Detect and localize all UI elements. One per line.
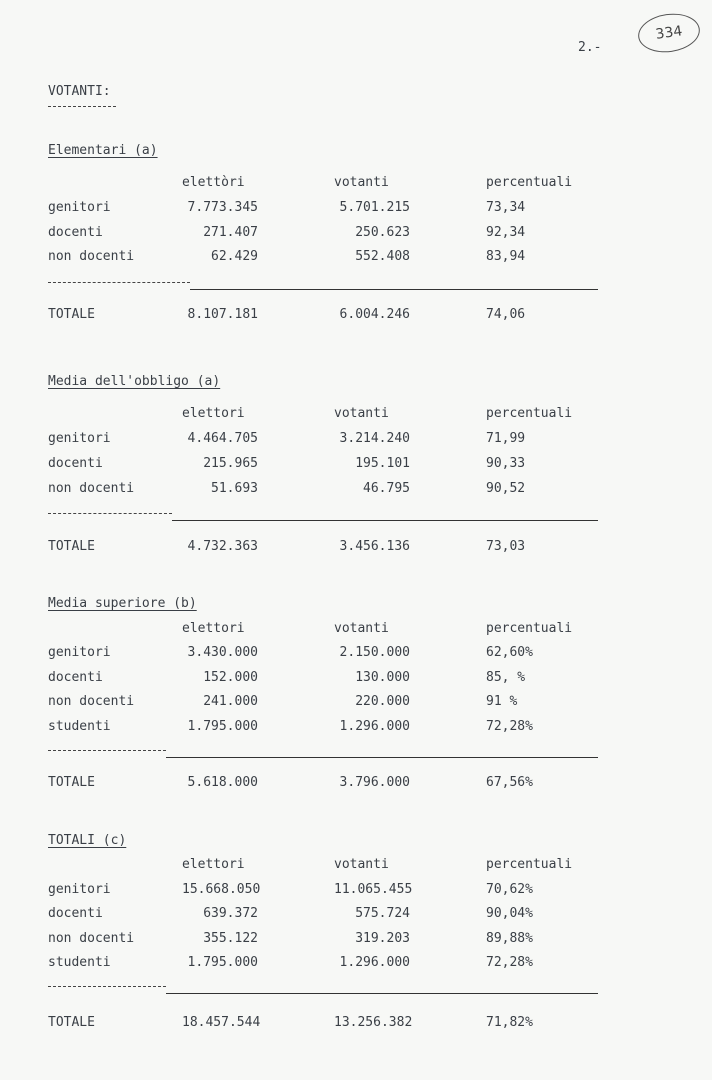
row-label: docenti (48, 670, 103, 685)
total-row (0, 775, 712, 793)
total-label: TOTALE (48, 1015, 95, 1030)
cell-electors: 4.464.705 (187, 431, 258, 446)
header-percent: percentuali (486, 406, 573, 421)
header-voters: votanti (334, 857, 389, 872)
cell-percent: 91 % (486, 694, 518, 709)
column-header-row (0, 857, 712, 875)
row-label: studenti (48, 955, 111, 970)
solid-separator (166, 757, 598, 758)
total-percent: 73,03 (486, 539, 526, 554)
total-percent: 67,56% (486, 775, 533, 790)
table-row (0, 431, 712, 449)
row-label: studenti (48, 719, 111, 734)
total-percent: 71,82% (486, 1015, 533, 1030)
total-row (0, 307, 712, 325)
archive-stamp: 334 (636, 10, 703, 56)
cell-percent: 90,33 (486, 456, 526, 471)
table-row (0, 931, 712, 949)
row-label: non docenti (48, 931, 135, 946)
table-row (0, 906, 712, 924)
row-label: genitori (48, 431, 111, 446)
total-voters: 6.004.246 (339, 307, 410, 322)
cell-percent: 89,88% (486, 931, 533, 946)
solid-separator (166, 993, 598, 994)
cell-percent: 70,62% (486, 882, 533, 897)
header-voters: votanti (334, 175, 389, 190)
total-electors: 4.732.363 (187, 539, 258, 554)
section-title: Elementari (a) (48, 143, 158, 158)
cell-voters: 11.065.455 (334, 882, 413, 897)
cell-voters: 575.724 (355, 906, 410, 921)
cell-voters: 1.296.000 (339, 719, 410, 734)
cell-voters: 220.000 (355, 694, 410, 709)
row-label: non docenti (48, 481, 135, 496)
column-header-row (0, 406, 712, 424)
table-row (0, 645, 712, 663)
cell-voters: 5.701.215 (339, 200, 410, 215)
header-percent: percentuali (486, 857, 573, 872)
cell-electors: 355.122 (203, 931, 258, 946)
dashed-separator (48, 750, 166, 751)
header-electors: elettori (182, 406, 245, 421)
row-label: docenti (48, 225, 103, 240)
cell-percent: 92,34 (486, 225, 526, 240)
section-title: Media dell'obbligo (a) (48, 374, 221, 389)
cell-electors: 271.407 (203, 225, 258, 240)
solid-separator (172, 520, 598, 521)
header-electors: elettori (182, 621, 245, 636)
cell-voters: 195.101 (355, 456, 410, 471)
total-voters: 3.796.000 (339, 775, 410, 790)
cell-electors: 1.795.000 (187, 719, 258, 734)
dashed-separator (48, 282, 190, 283)
table-row (0, 249, 712, 267)
table-row (0, 694, 712, 712)
cell-percent: 73,34 (486, 200, 526, 215)
cell-voters: 552.408 (355, 249, 410, 264)
cell-voters: 46.795 (363, 481, 410, 496)
section-title: Media superiore (b) (48, 596, 197, 611)
total-electors: 18.457.544 (182, 1015, 261, 1030)
dashed-separator (48, 986, 166, 987)
cell-voters: 3.214.240 (339, 431, 410, 446)
row-label: genitori (48, 200, 111, 215)
header-electors: elettori (182, 857, 245, 872)
solid-separator (190, 289, 598, 290)
table-row (0, 225, 712, 243)
table-row (0, 882, 712, 900)
cell-percent: 90,04% (486, 906, 533, 921)
dashed-separator (48, 513, 172, 514)
cell-electors: 3.430.000 (187, 645, 258, 660)
table-row (0, 719, 712, 737)
total-voters: 13.256.382 (334, 1015, 413, 1030)
page-number: 2.- (578, 40, 602, 55)
row-label: genitori (48, 882, 111, 897)
cell-voters: 319.203 (355, 931, 410, 946)
cell-percent: 83,94 (486, 249, 526, 264)
cell-percent: 62,60% (486, 645, 533, 660)
cell-electors: 62.429 (211, 249, 258, 264)
cell-electors: 241.000 (203, 694, 258, 709)
cell-electors: 215.965 (203, 456, 258, 471)
table-row (0, 955, 712, 973)
row-label: docenti (48, 906, 103, 921)
cell-electors: 7.773.345 (187, 200, 258, 215)
row-label: genitori (48, 645, 111, 660)
total-row (0, 1015, 712, 1033)
section-title: TOTALI (c) (48, 833, 127, 848)
cell-voters: 250.623 (355, 225, 410, 240)
total-voters: 3.456.136 (339, 539, 410, 554)
cell-voters: 1.296.000 (339, 955, 410, 970)
table-row (0, 670, 712, 688)
column-header-row (0, 175, 712, 193)
table-row (0, 481, 712, 499)
cell-electors: 1.795.000 (187, 955, 258, 970)
total-electors: 8.107.181 (187, 307, 258, 322)
row-label: docenti (48, 456, 103, 471)
cell-electors: 152.000 (203, 670, 258, 685)
cell-percent: 71,99 (486, 431, 526, 446)
total-percent: 74,06 (486, 307, 526, 322)
table-row (0, 200, 712, 218)
header-voters: votanti (334, 621, 389, 636)
cell-electors: 639.372 (203, 906, 258, 921)
row-label: non docenti (48, 694, 135, 709)
header-voters: votanti (334, 406, 389, 421)
document-heading: VOTANTI: (48, 84, 111, 99)
cell-voters: 2.150.000 (339, 645, 410, 660)
cell-percent: 72,28% (486, 955, 533, 970)
cell-voters: 130.000 (355, 670, 410, 685)
heading-underline (48, 106, 116, 107)
cell-percent: 90,52 (486, 481, 526, 496)
total-label: TOTALE (48, 307, 95, 322)
column-header-row (0, 621, 712, 639)
cell-percent: 72,28% (486, 719, 533, 734)
cell-percent: 85, % (486, 670, 526, 685)
total-label: TOTALE (48, 539, 95, 554)
total-row (0, 539, 712, 557)
cell-electors: 51.693 (211, 481, 258, 496)
total-label: TOTALE (48, 775, 95, 790)
row-label: non docenti (48, 249, 135, 264)
cell-electors: 15.668.050 (182, 882, 261, 897)
table-row (0, 456, 712, 474)
header-percent: percentuali (486, 621, 573, 636)
total-electors: 5.618.000 (187, 775, 258, 790)
header-electors: elettòri (182, 175, 245, 190)
header-percent: percentuali (486, 175, 573, 190)
